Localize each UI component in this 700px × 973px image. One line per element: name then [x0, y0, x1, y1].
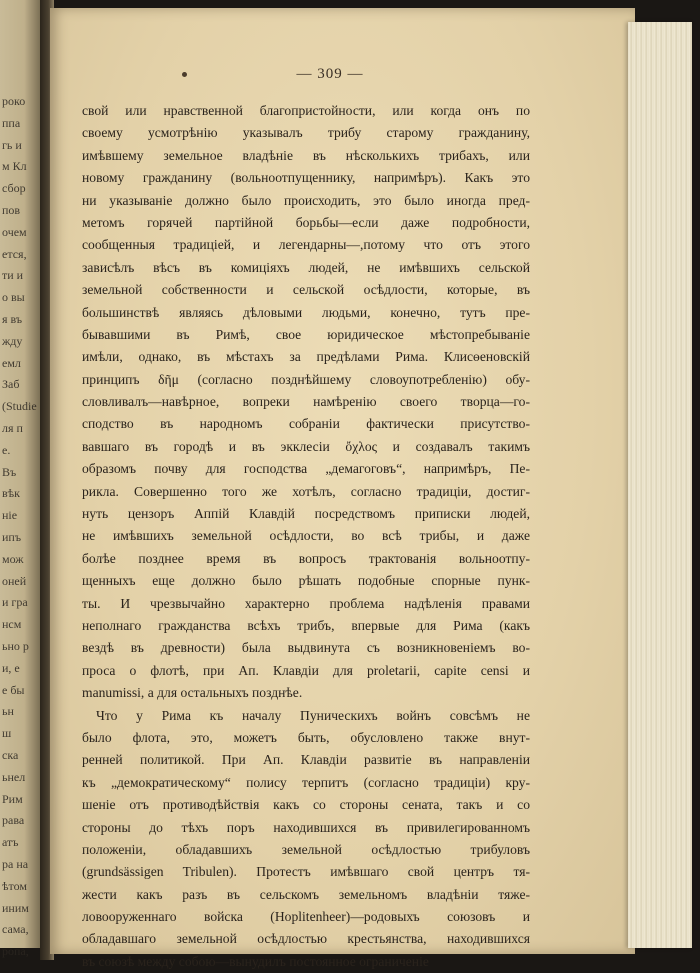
text-line: своему усмотрѣнію указывалъ трибу старому гражданину,	[82, 125, 530, 141]
text-line: принципъ δῆμ (согласно позднѣйшему словоупотребленію) обу-	[82, 371, 530, 387]
left-page-fragment: гь и	[2, 137, 22, 152]
text-line: большинствѣ являясь дѣловыми людьми, конечно, тутъ пре-	[82, 304, 530, 320]
left-page-fragment: ти и	[2, 268, 24, 283]
text-line: ты. И чрезвычайно характерно проблема надѣленія правами	[82, 595, 530, 611]
left-page-fragment: о вы	[2, 290, 25, 305]
left-page-fragment: ропа,	[2, 944, 29, 959]
page-header	[180, 66, 480, 86]
text-line: болѣе позднее время въ вопросъ трактованія вольноотпу-	[82, 550, 530, 566]
left-page-fragment: ппа	[2, 115, 21, 130]
text-line: щенныхъ еще должно было рѣшать подобные спорные пунк-	[82, 573, 530, 589]
text-line: бывавшими въ Римѣ, свое юридическое мѣстопребываніе	[82, 326, 530, 342]
left-page-fragment: Рим	[2, 791, 23, 806]
left-page-fragment: ьн	[2, 704, 14, 719]
text-line: сподство въ народномъ собраніи фактически присутство-	[82, 416, 530, 432]
left-page-fragment: жду	[2, 333, 23, 348]
text-line: ни указываніе должно было происходить, это было иногда пред-	[82, 192, 530, 208]
left-page-fragment: и гра	[2, 595, 28, 610]
left-page-fragment: Заб	[2, 377, 20, 392]
left-page-fragment: оней	[2, 573, 27, 588]
text-line: сообщенныя традиціей, и легендарны—,потому что отъ этого	[82, 237, 530, 253]
text-line: не имѣвшихъ земельной осѣдлости, во всѣ трибы, и даже	[82, 528, 530, 544]
text-line: проса о флотѣ, при Ап. Клавдіи для proletarii, capite censi и	[82, 662, 530, 678]
left-page-fragment: ш	[2, 726, 12, 741]
text-line: земельной собственности и сельской осѣдлости, которые, въ	[82, 282, 530, 298]
left-page-fragment: пов	[2, 203, 21, 217]
text-line: было флота, это, можетъ быть, обусловлено также внут-	[82, 729, 530, 745]
text-line: стороны до тѣхъ поръ находившихся въ привилегированномъ	[82, 819, 530, 835]
left-page-fragment: ска	[2, 748, 19, 762]
left-page-fragment: ніе	[2, 508, 18, 523]
text-line: неполнаго гражданства всѣхъ трибъ, впервые для Рима (какъ	[82, 617, 530, 633]
text-line: рикла. Совершенно того же хотѣлъ, согласно традиціи, достиг-	[82, 483, 530, 499]
text-line: Что у Рима къ началу Пуническихъ войнъ совсѣмъ не	[96, 707, 530, 723]
left-page-fragment: ипъ	[2, 530, 22, 544]
left-page-fragment: ля п	[2, 421, 23, 435]
text-line: ренней политикой. При Ап. Клавдіи развитіе въ направленіи	[82, 752, 530, 768]
page-number: — 309 —	[296, 66, 364, 82]
text-line: образомъ почву для господства „демагоговъ“, напримѣръ, Пе-	[82, 461, 530, 477]
text-line: обладавшаго земельной осѣдлостью крестьянства, находившихся	[82, 931, 530, 947]
text-line: вавшаго въ городѣ и въ экклесіи ὄχλος и создавалъ такимъ	[82, 438, 530, 454]
text-line: нуть цензоръ Аппій Клавдій посредствомъ приписки людей,	[82, 506, 530, 522]
left-page-fragment: сбор	[2, 181, 26, 196]
left-page-fragment: нсм	[2, 617, 22, 632]
left-page-fragment: я въ	[2, 312, 23, 326]
left-page-fragment: ется,	[2, 246, 27, 261]
left-page-fragment: е.	[2, 442, 11, 457]
left-page-fragment: (Studie	[2, 399, 37, 414]
text-line: словливалъ—навѣрное, вопреки намѣренію своего творца—го-	[82, 394, 530, 410]
left-page-fragment: Въ	[2, 464, 17, 479]
left-page-fragment: мож	[2, 551, 24, 566]
text-line: свой или нравственной благопристойности, или когда онъ по	[82, 103, 530, 118]
text-line: вездѣ въ древности) была выдвинута съ возникновеніемъ во-	[82, 640, 530, 656]
text-line: зависѣлъ вѣсъ въ комиціяхъ людей, не имѣвшихъ сельской	[82, 259, 530, 275]
text-line: manumissi, а для остальныхъ позднѣе.	[82, 685, 303, 701]
page-edges	[628, 22, 692, 948]
left-page-fragment: м Кл	[2, 159, 27, 174]
left-page-fragment: сама,	[2, 922, 29, 937]
text-line: ловооруженнаго войска (Hoplitenheer)—родовыхъ союзовъ и	[82, 909, 530, 925]
text-line: (grundsässigen Tribulen). Протестъ имѣвшаго свой центръ тя-	[82, 864, 530, 880]
left-page-fragment: ьно р	[2, 639, 29, 653]
text-line: метомъ горячей партійной борьбы—если даже подробности,	[82, 214, 530, 230]
left-page-fragment: ьнел	[2, 769, 26, 784]
left-page-fragment: роко	[2, 94, 26, 108]
facing-left-page	[0, 0, 44, 959]
left-page-fragment: ѣтом	[2, 878, 27, 893]
left-page-fragment: очем	[2, 224, 27, 239]
text-line: имѣли, однако, въ мѣстахъ за предѣлами Рима. Клисѳеновскій	[82, 349, 530, 365]
text-line: имѣвшему земельное владѣніе въ нѣсколькихъ трибахъ, или	[82, 147, 530, 163]
left-page-fragment: рава	[2, 813, 25, 828]
left-page-fragment: и, е	[2, 660, 20, 675]
text-line: жести какъ разъ въ сельскомъ земельномъ владѣніи тяже-	[82, 886, 530, 902]
text-line: въ союзѣ между собою—вынудилъ постоянное ограниченіе	[82, 953, 429, 969]
text-line: новому гражданину (вольноотпущеннику, напримѣръ). Какъ это	[82, 170, 530, 186]
text-line: къ „демократическому“ полису терпитъ (согласно традиціи) кру-	[82, 774, 530, 790]
text-line: шеніе отъ противодѣйствія какъ со стороны сената, такъ и со	[82, 797, 530, 813]
left-page-fragment: емл	[2, 355, 21, 370]
left-page-fragment: е бы	[2, 682, 25, 697]
body-text	[82, 100, 530, 973]
left-page-fragment: ра на	[2, 857, 29, 871]
left-page-fragment: атъ	[2, 835, 19, 850]
text-line: положеніи, обладавшихъ земельной осѣдлостью трибуловъ	[82, 841, 530, 857]
left-page-fragment: иним	[2, 900, 29, 915]
left-page-fragment: вѣк	[2, 486, 21, 501]
